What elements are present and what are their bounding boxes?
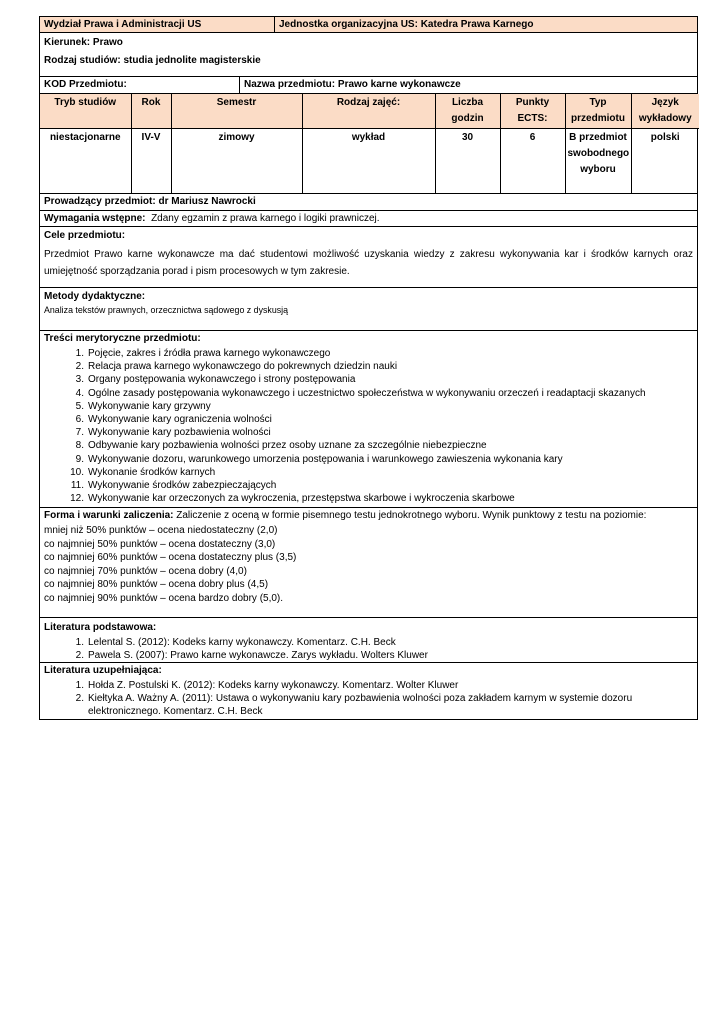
list-item bbox=[40, 479, 697, 492]
list-item-text: Lelental S. (2012): Kodeks karny wykonawczy. Komentarz. C.H. Beck bbox=[88, 637, 396, 648]
list-item-number: 7. bbox=[75, 427, 84, 439]
list-item-number: 3. bbox=[75, 374, 84, 386]
value-course-type: B przedmiot swobodnego wyboru bbox=[565, 129, 631, 194]
list-item bbox=[40, 492, 697, 505]
organizational-unit: Jednostka organizacyjna US: Katedra Prawa Karnego bbox=[274, 17, 697, 32]
list-item-number: 1. bbox=[75, 637, 84, 648]
course-name: Nazwa przedmiotu: Prawo karne wykonawcze bbox=[239, 77, 697, 93]
course-syllabus-form bbox=[39, 16, 698, 720]
details-value-row bbox=[40, 129, 699, 194]
list-item-number: 11. bbox=[70, 480, 84, 492]
grading-section bbox=[39, 508, 698, 618]
header-row bbox=[39, 16, 698, 33]
list-item bbox=[40, 426, 697, 439]
list-item-text: Wykonywanie dozoru, warunkowego umorzenia postępowania i warunkowego zawieszenia wykonania kary bbox=[88, 453, 563, 465]
literature-basic-label: Literatura podstawowa: bbox=[44, 622, 157, 633]
header-class-type: Rodzaj zajęć: bbox=[302, 94, 435, 129]
list-item-text: Pawela S. (2007): Prawo karne wykonawcze. Zarys wykładu. Wolters Kluwer bbox=[88, 650, 428, 662]
grading-level: co najmniej 60% punktów – ocena dostateczny plus (3,5) bbox=[44, 552, 297, 564]
list-item bbox=[40, 387, 697, 400]
list-item-number: 8. bbox=[75, 440, 84, 452]
prerequisites-row bbox=[39, 211, 698, 227]
list-item bbox=[40, 413, 697, 426]
list-item bbox=[40, 347, 697, 360]
grading-text: Zaliczenie z oceną w formie pisemnego testu jednokrotnego wyboru. Wynik punktowy z testu na poziomie: bbox=[176, 510, 647, 521]
header-course-type: Typ przedmiotu bbox=[565, 94, 631, 129]
list-item-number: 12. bbox=[70, 493, 84, 505]
list-item-text: Wykonywanie środków zabezpieczających bbox=[88, 480, 277, 492]
value-study-mode: niestacjonarne bbox=[40, 129, 131, 194]
methods-section bbox=[39, 288, 698, 331]
value-year: IV-V bbox=[131, 129, 171, 194]
methods-label: Metody dydaktyczne: bbox=[44, 291, 146, 302]
list-item-text: Hołda Z. Postulski K. (2012): Kodeks karny wykonawczy. Komentarz. Wolter Kluwer bbox=[88, 680, 459, 691]
list-item-text: Kiełtyka A. Ważny A. (2011): Ustawa o wykonywaniu kary pozbawienia wolności poza zakładem karnym w systemie dozoru elektronicznego. Komentarz. C.H. Beck bbox=[88, 693, 633, 718]
literature-extra-list bbox=[40, 679, 697, 719]
content-list bbox=[40, 347, 697, 505]
faculty-name: Wydział Prawa i Administracji US bbox=[44, 19, 202, 30]
list-item-number: 1. bbox=[75, 348, 84, 359]
goals-text: Przedmiot Prawo karne wykonawcze ma dać studentowi możliwość uzyskania wiedzy z zakresu wykonywania kar i środków karnych oraz umiejętność sporządzania porad i pism procesowych w tym zakresie. bbox=[44, 249, 693, 277]
instructor-row bbox=[39, 194, 698, 211]
list-item-text: Wykonanie środków karnych bbox=[88, 466, 216, 478]
literature-extra-label: Literatura uzupełniająca: bbox=[44, 665, 162, 676]
details-table bbox=[39, 94, 698, 194]
list-item-number: 9. bbox=[75, 453, 84, 465]
list-item-number: 2. bbox=[75, 650, 84, 662]
header-language: Język wykładowy bbox=[631, 94, 699, 129]
list-item-text: Pojęcie, zakres i źródła prawa karnego wykonawczego bbox=[88, 348, 331, 359]
list-item bbox=[40, 692, 697, 718]
course-row bbox=[39, 77, 698, 94]
header-year: Rok bbox=[131, 94, 171, 129]
direction: Kierunek: Prawo bbox=[44, 37, 123, 48]
header-hours: Liczba godzin bbox=[435, 94, 500, 129]
list-item-number: 1. bbox=[75, 680, 84, 691]
list-item-number: 10. bbox=[70, 466, 84, 478]
header-ects: Punkty ECTS: bbox=[500, 94, 565, 129]
list-item bbox=[40, 679, 697, 692]
grading-level: co najmniej 70% punktów – ocena dobry (4,0) bbox=[44, 565, 247, 577]
value-class-type: wykład bbox=[302, 129, 435, 194]
grading-level: co najmniej 50% punktów – ocena dostateczny (3,0) bbox=[44, 538, 276, 550]
grading-levels bbox=[40, 524, 697, 607]
grading-label: Forma i warunki zaliczenia: bbox=[44, 510, 174, 521]
header-semester: Semestr bbox=[171, 94, 302, 129]
list-item bbox=[40, 360, 697, 373]
value-ects: 6 bbox=[500, 129, 565, 194]
prerequisites-text: Zdany egzamin z prawa karnego i logiki prawniczej. bbox=[151, 213, 380, 224]
list-item bbox=[40, 400, 697, 413]
goals-label: Cele przedmiotu: bbox=[44, 230, 126, 241]
list-item-number: 6. bbox=[75, 414, 84, 426]
study-type: Rodzaj studiów: studia jednolite magisterskie bbox=[44, 55, 261, 66]
list-item bbox=[40, 373, 697, 386]
header-study-mode: Tryb studiów bbox=[40, 94, 131, 129]
prerequisites-label: Wymagania wstępne: bbox=[44, 213, 146, 224]
methods-text: Analiza tekstów prawnych, orzecznictwa sądowego z dyskusją bbox=[44, 305, 289, 316]
program-section bbox=[39, 33, 698, 77]
list-item bbox=[40, 453, 697, 466]
literature-basic-section bbox=[39, 618, 698, 663]
list-item-number: 5. bbox=[75, 400, 84, 412]
value-language: polski bbox=[631, 129, 699, 194]
list-item-number: 2. bbox=[75, 693, 84, 705]
list-item-text: Wykonywanie kary grzywny bbox=[88, 400, 211, 412]
literature-basic-list bbox=[40, 636, 697, 662]
value-hours: 30 bbox=[435, 129, 500, 194]
list-item-text: Relacja prawa karnego wykonawczego do pokrewnych dziedzin nauki bbox=[88, 361, 398, 373]
list-item bbox=[40, 636, 697, 649]
list-item-number: 2. bbox=[75, 361, 84, 373]
list-item bbox=[40, 649, 697, 662]
list-item-text: Ogólne zasady postępowania wykonawczego i uczestnictwo społeczeństwa w wykonywaniu orzeczeń i readaptacji skazanych bbox=[88, 387, 646, 399]
literature-extra-section bbox=[39, 663, 698, 720]
content-label: Treści merytoryczne przedmiotu: bbox=[44, 333, 201, 344]
list-item-text: Wykonywanie kary ograniczenia wolności bbox=[88, 414, 272, 426]
grading-level: mniej niż 50% punktów – ocena niedostateczny (2,0) bbox=[44, 525, 278, 536]
list-item-number: 4. bbox=[75, 387, 84, 399]
grading-level: co najmniej 90% punktów – ocena bardzo dobry (5,0). bbox=[44, 592, 284, 604]
content-section bbox=[39, 331, 698, 508]
list-item bbox=[40, 439, 697, 452]
details-header-row bbox=[40, 94, 699, 129]
list-item bbox=[40, 466, 697, 479]
list-item-text: Organy postępowania wykonawczego i strony postępowania bbox=[88, 374, 356, 386]
list-item-text: Odbywanie kary pozbawienia wolności przez osoby uznane za szczególnie niebezpieczne bbox=[88, 440, 487, 452]
list-item-text: Wykonywanie kary pozbawienia wolności bbox=[88, 427, 271, 439]
value-semester: zimowy bbox=[171, 129, 302, 194]
goals-section bbox=[39, 227, 698, 288]
grading-level: co najmniej 80% punktów – ocena dobry plus (4,5) bbox=[44, 579, 269, 591]
course-code-label: KOD Przedmiotu: bbox=[44, 79, 127, 90]
list-item-text: Wykonywanie kar orzeczonych za wykroczenia, przestępstwa skarbowe i wykroczenia skarbowe bbox=[88, 493, 515, 505]
instructor: Prowadzący przedmiot: dr Mariusz Nawrocki bbox=[44, 196, 256, 207]
